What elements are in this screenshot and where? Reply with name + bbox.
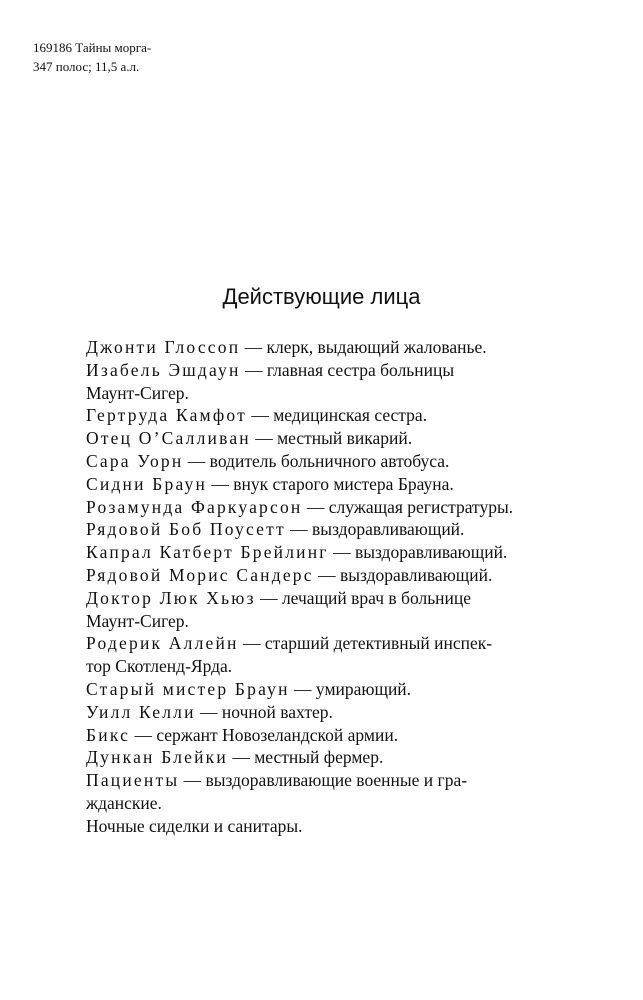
character-name: Джонти Глоссоп [86, 337, 241, 357]
print-header [33, 38, 151, 76]
character-name: Родерик Аллейн [86, 633, 239, 654]
character-name: Гертруда Камфот [86, 405, 247, 426]
character-name: Изабель Эшдаун [86, 359, 241, 380]
character-description: — клерк, выдающий жалованье. [240, 337, 487, 357]
cast-line [86, 769, 566, 792]
cast-line [86, 450, 566, 473]
character-description: — умирающий. [289, 678, 412, 699]
character-name: Отец О’Салливан [86, 428, 251, 449]
character-description: — медицинская сестра. [246, 405, 428, 426]
character-description: — местный фермер. [227, 747, 384, 768]
character-description: — выздоравливающий. [313, 564, 493, 585]
cast-line [86, 587, 566, 610]
cast-line [86, 792, 566, 815]
print-header-line-1: 169186 Тайны морга- [33, 40, 152, 55]
character-name: Рядовой Морис Сандерс [86, 564, 314, 585]
cast-line [86, 541, 566, 564]
character-description: — ночной вахтер. [195, 701, 333, 722]
cast-line [86, 473, 566, 496]
cast-list [86, 336, 566, 838]
cast-line [86, 359, 566, 382]
cast-line [86, 564, 566, 587]
cast-line [86, 382, 566, 405]
character-name: Сара Уорн [86, 450, 184, 471]
character-description: жданские. [86, 792, 162, 813]
character-description: — старший детективный инспек- [238, 633, 493, 654]
character-description: тор Скотленд-Ярда. [86, 656, 233, 677]
character-description: — главная сестра больницы [240, 359, 455, 380]
cast-line [86, 746, 566, 769]
cast-line [86, 815, 566, 838]
character-name: Пациенты [86, 770, 180, 791]
character-name: Капрал Катберт Брейлинг [86, 542, 329, 563]
character-description: — лечащий врач в больнице [255, 587, 472, 608]
cast-line [86, 632, 566, 655]
page-title: Действующие лица [222, 284, 421, 309]
cast-line [86, 610, 566, 633]
cast-line [86, 427, 566, 450]
cast-line [86, 518, 566, 541]
character-description: — выздоравливающий. [328, 542, 508, 563]
cast-line [86, 678, 566, 701]
cast-line [86, 404, 566, 427]
character-name: Дункан Блейки [86, 747, 228, 768]
cast-line [86, 496, 566, 519]
character-description: — служащая регистратуры. [302, 496, 514, 517]
character-description: Маунт-Сигер. [86, 610, 189, 631]
character-description: Ночные сиделки и санитары. [86, 815, 303, 836]
cast-line [86, 701, 566, 724]
character-name: Сидни Браун [86, 473, 208, 494]
print-header-line-2: 347 полос; 11,5 а.л. [33, 59, 140, 74]
character-name: Розамунда Фаркуарсон [86, 496, 303, 517]
cast-line [86, 724, 566, 747]
character-description: — выздоравливающие военные и гра- [179, 770, 468, 791]
cast-line [86, 655, 566, 678]
character-name: Бикс [86, 724, 131, 745]
character-name: Рядовой Боб Поусетт [86, 519, 286, 540]
character-description: — сержант Новозеландской армии. [130, 724, 399, 745]
character-name: Старый мистер Браун [86, 678, 290, 699]
cast-line [86, 336, 566, 359]
character-description: — местный викарий. [250, 428, 413, 449]
character-description: — водитель больничного автобуса. [183, 450, 450, 471]
character-description: Маунт-Сигер. [86, 382, 189, 403]
character-description: — внук старого мистера Брауна. [207, 473, 454, 494]
character-description: — выздоравливающий. [285, 519, 465, 540]
character-name: Уилл Келли [86, 701, 196, 722]
character-name: Доктор Люк Хьюз [86, 587, 256, 608]
